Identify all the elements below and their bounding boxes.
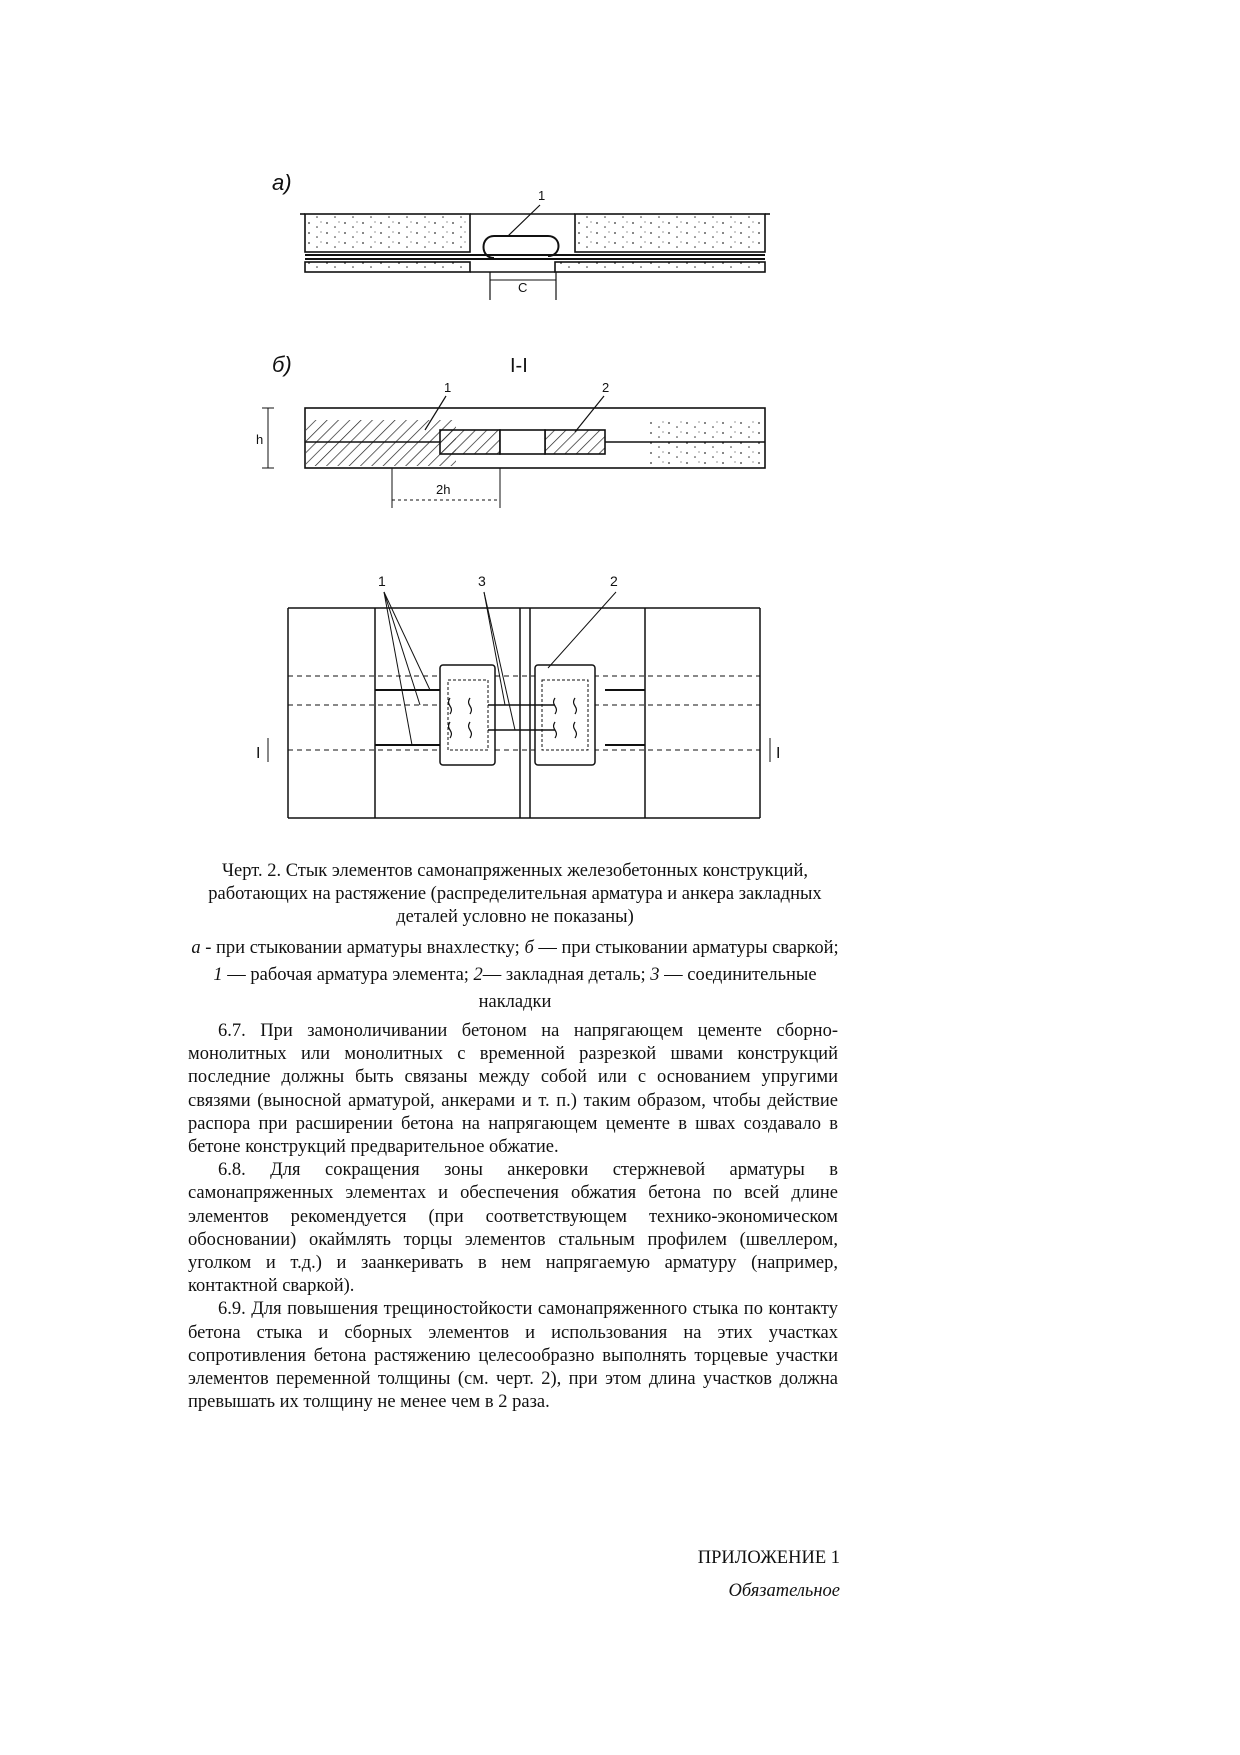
section-title: I-I xyxy=(510,355,528,377)
text-2: — закладная деталь; xyxy=(482,965,651,985)
callout-3-plan: 3 xyxy=(478,573,486,589)
dim-c: С xyxy=(518,280,528,295)
drawing-a xyxy=(272,170,770,300)
callout-1-b: 1 xyxy=(444,380,452,395)
key-a: а xyxy=(191,938,201,958)
paragraph-6-7: 6.7. При замоноличивании бетоном на напрягающем цементе сборно-монолитных или монолитных с временной разрезкой швами конструкций последние должны быть связаны между собой или с основанием упругими связями (выносной арматурой, анкерами и т. п.) таким образом, чтобы действие распора при расширении бетона на напрягающем цементе в швах создавало в бетоне конструкций предварительное обжатие. xyxy=(188,1021,838,1158)
appendix-title: ПРИЛОЖЕНИЕ 1 xyxy=(697,1548,840,1568)
drawing-b xyxy=(256,352,765,508)
section-mark-left: I xyxy=(256,745,261,762)
key-1: 1 xyxy=(213,965,223,985)
dim-2h: 2h xyxy=(436,482,451,497)
callout-2-plan: 2 xyxy=(610,573,618,589)
joint-drawing xyxy=(0,0,1240,860)
paragraph-6-8: 6.8. Для сокращения зоны анкеровки стержневой арматуры в самонапряженных элементах и обеспечения обжатия бетона по всей длине элементов рекомендуется (при соответствующем технико-экономическом обосновании) окаймлять торцы элементов стальным профилем (швеллером, уголком и т.д.) и заанкеривать в нем напрягаемую арматуру (например, контактной сваркой). xyxy=(188,1160,838,1297)
text-a: - при стыковании арматуры внахлестку; xyxy=(200,938,525,958)
caption-legend xyxy=(185,935,845,1016)
label-a: а) xyxy=(272,170,292,195)
section-mark-right: I xyxy=(776,745,781,762)
key-b: б xyxy=(524,938,534,958)
body-text xyxy=(188,1020,838,1414)
label-b: б) xyxy=(272,352,292,377)
paragraph-6-9: 6.9. Для повышения трещиностойкости самонапряженного стыка по контакту бетона стыка и сборных элементов и использования на этих участках сопротивления бетона растяжению целесообразно выполнять торцевые участки элементов переменной толщины (см. черт. 2), при этом длина участков должна превышать их толщину не менее чем в 2 раза. xyxy=(188,1299,838,1413)
plan-view xyxy=(256,573,780,818)
dim-h: h xyxy=(256,432,264,447)
appendix-heading xyxy=(600,1548,840,1602)
drawing-figure xyxy=(0,0,1240,860)
figure-caption xyxy=(185,860,845,1016)
key-3: 3 xyxy=(650,965,660,985)
text-b: — при стыковании арматуры сваркой; xyxy=(533,938,839,958)
caption-title: Черт. 2. Стык элементов самонапряженных железобетонных конструкций, работающих на растяжение (распределительная арматура и анкера закладных деталей условно не показаны) xyxy=(208,861,822,927)
callout-2-b: 2 xyxy=(602,380,610,395)
callout-1-a: 1 xyxy=(538,188,546,203)
callout-1-plan: 1 xyxy=(378,573,386,589)
appendix-subtitle: Обязательное xyxy=(728,1581,840,1601)
text-1: — рабочая арматура элемента; xyxy=(222,965,474,985)
key-2: 2 xyxy=(473,965,483,985)
text-3: — соединительные накладки xyxy=(478,965,817,1012)
